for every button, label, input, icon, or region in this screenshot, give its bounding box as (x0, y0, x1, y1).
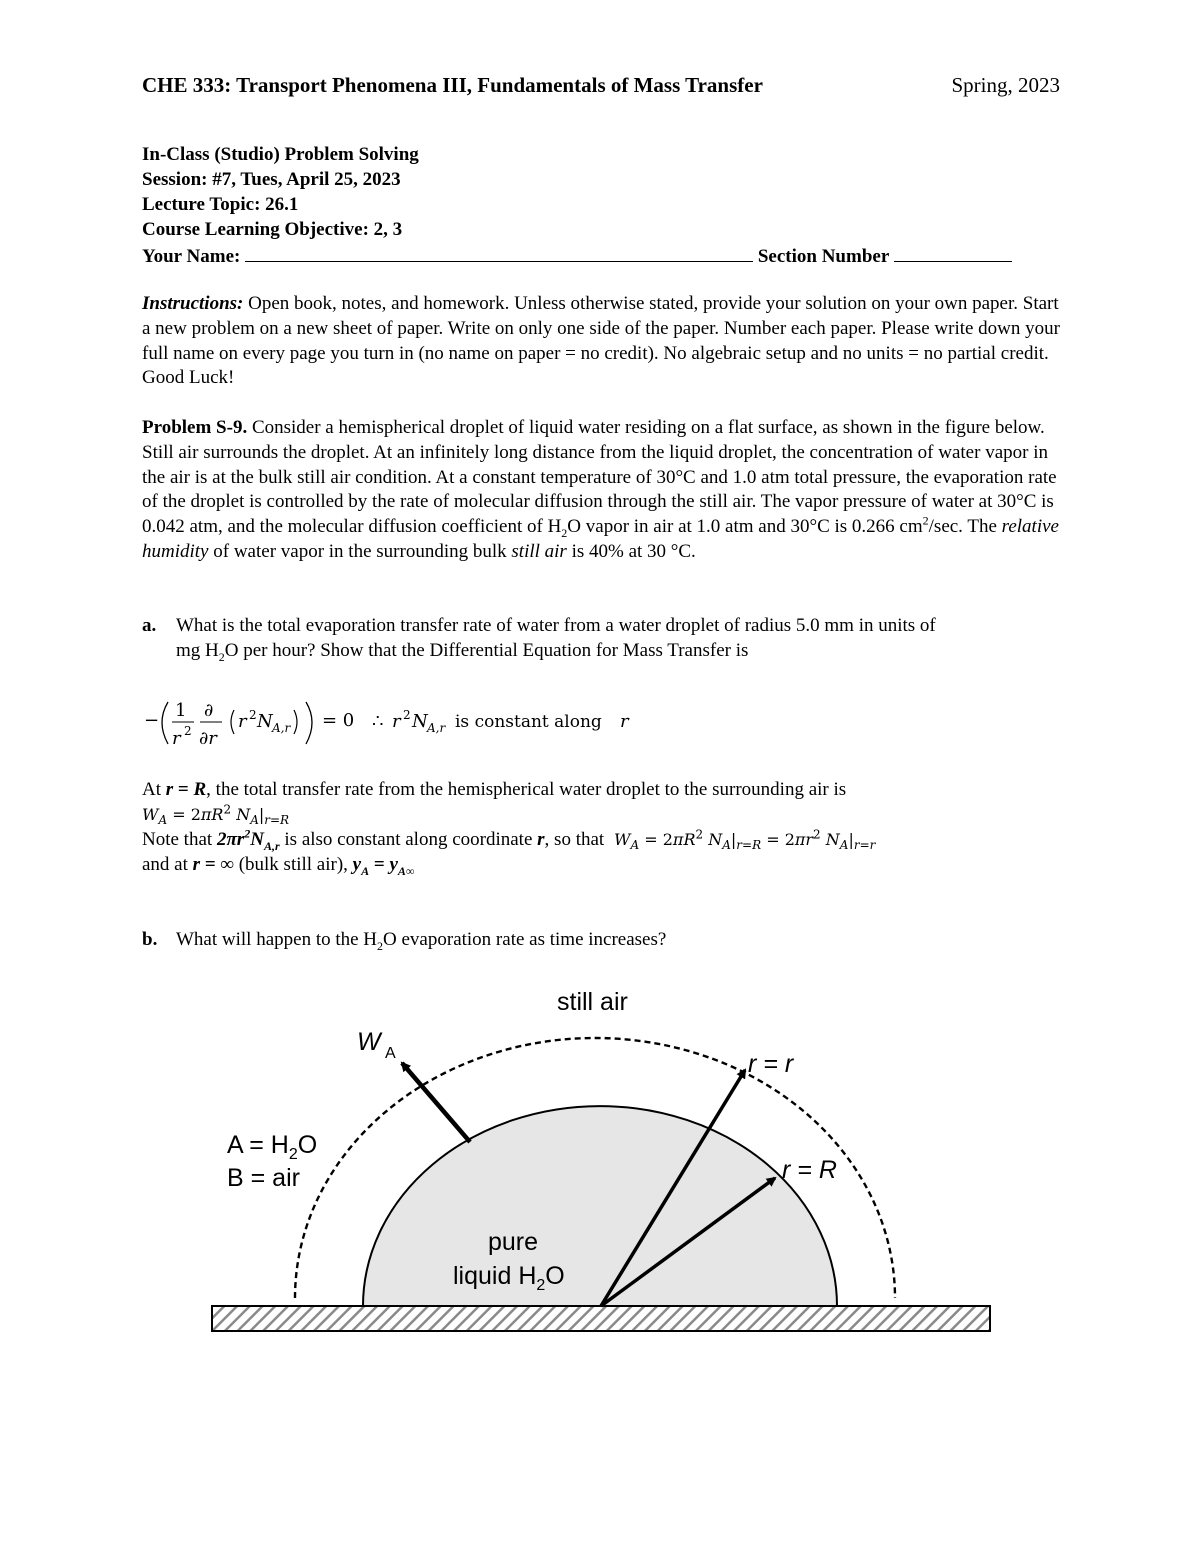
still-air-text: still air (511, 540, 567, 562)
note-b: is also constant along coordinate (279, 829, 538, 850)
bulk-line-a: and at (142, 854, 193, 875)
bulk-line-b: (bulk still air), (233, 854, 353, 875)
svg-text:A,r: A,r (272, 721, 291, 735)
svg-text:r: r (172, 728, 181, 749)
svg-text:2: 2 (249, 708, 257, 722)
question-a-line-2b: O per hour? Show that the Differential Equation for Mass Transfer is (224, 639, 749, 661)
question-b: b. What will happen to the $H_2O$ evaporation rate as time increases? (142, 929, 667, 953)
problem-text-3: /sec. The (928, 516, 1002, 538)
meta-topic: Lecture Topic: 26.1 (142, 194, 299, 215)
bulk-line: and at r = ∞ (bulk still air), $y_A = y_{A\infty}$ (142, 854, 415, 878)
svg-text:∂: ∂ (204, 700, 214, 721)
question-a: a. What is the total evaporation transfer rate of water from a water droplet of radius 5.0 mm in units of mg $H_2O$ per hour? Show that the Differential Equation for Mass Transfer is (142, 615, 936, 664)
svg-text:r: r (620, 711, 629, 732)
page-header (142, 73, 1060, 98)
question-b-text-b: O evaporation rate as time increases? (383, 929, 667, 950)
problem-text-4: of water vapor in the surrounding bulk (208, 540, 512, 562)
wa-sub: A (385, 1045, 396, 1062)
course-title: CHE 333: Transport Phenomena III, Fundamentals of Mass Transfer (142, 73, 763, 97)
svg-text:−: − (144, 710, 160, 731)
relative-humidity: relative humidity (142, 516, 1059, 562)
meta-session: Session: #7, Tues, April 25, 2023 (142, 169, 401, 190)
svg-text:N: N (257, 711, 273, 732)
question-b-label: b. (142, 929, 158, 950)
r-R-label: r = R (782, 1156, 837, 1184)
problem-text-2: O vapor in air at 1.0 atm and 30°C is 0.266 cm (567, 516, 923, 538)
svg-text:A,r: A,r (427, 721, 446, 735)
svg-text:∂r: ∂r (199, 728, 217, 749)
differential-equation-svg (142, 692, 702, 752)
droplet-diagram (205, 980, 1005, 1358)
droplet-diagram-svg (205, 980, 1005, 1350)
name-blank[interactable] (245, 243, 753, 262)
problem-label: Problem S-9. (142, 417, 248, 438)
wa-equation: $W_A = 2\pi R^2$ $N_A|_{r=R}$ (142, 802, 290, 828)
liquid-label: liquid $H_2O$ (453, 1262, 565, 1294)
b-label: B = air (227, 1164, 300, 1192)
boundary-conditions (142, 778, 1060, 878)
meta-line-1: In-Class (Studio) Problem Solving (142, 144, 419, 165)
r-r-label: r = r (748, 1050, 794, 1078)
section-label: Section Number (757, 246, 889, 267)
boundary-line-1b: , the total transfer rate from the hemispherical water droplet to the surrounding air is (206, 779, 847, 800)
pure-label: pure (488, 1228, 539, 1256)
instructions-label: Instructions: (142, 293, 244, 314)
wa-arrow (402, 1063, 470, 1142)
svg-text:r: r (392, 711, 401, 732)
term: Spring, 2023 (951, 73, 1060, 97)
svg-text:2: 2 (403, 708, 411, 722)
at-r-equals-R-line: At r = R, the total transfer rate from the hemispherical water droplet to the surrounding air is (142, 779, 847, 800)
differential-equation (142, 692, 702, 752)
section-blank[interactable] (894, 243, 1012, 262)
boundary-line-1a: At (142, 779, 166, 800)
water-droplet (363, 1106, 837, 1306)
meta-objective: Course Learning Objective: 2, 3 (142, 219, 403, 240)
constant-along-text: is constant along (455, 712, 602, 732)
name-label: Your Name: (142, 246, 241, 267)
session-info (142, 143, 1012, 268)
wa-label: W (357, 1028, 381, 1056)
question-a-line-1: What is the total evaporation transfer rate of water from a water droplet of radius 5.0 mm in units of (176, 615, 936, 636)
svg-text:r: r (238, 711, 247, 732)
svg-text:1: 1 (175, 700, 187, 721)
therefore-symbol: ∴ (372, 711, 384, 732)
problem-text-5: is 40% at 30 °C. (566, 540, 696, 562)
flat-surface (212, 1306, 990, 1331)
name-row (142, 243, 1012, 268)
problem-text-1: Consider a hemispherical droplet of liquid water residing on a flat surface, as shown in the figure below. Still air surrounds the droplet. At an infinitely long distance from the liquid droplet, the concentration of water vapor in the air is at the bulk still air condition. At a constant temperature of 30°C and 1.0 atm total pressure, the evaporation rate of the droplet is controlled by the rate of molecular diffusion through the still air. The vapor pressure of water at 30°C is 0.042 atm, and the molecular diffusion coefficient of H (142, 417, 1057, 538)
note-c: so that (549, 829, 605, 850)
instructions-text: Open book, notes, and homework. Unless otherwise stated, provide your solution on your own paper. Start a new problem on a new sheet of paper. Write on only one side of the paper. Number each paper. Please write down your full name on every page you turn in (no name on paper = no credit). No algebraic setup and no units = no partial credit. Good Luck! (142, 293, 1060, 389)
problem-statement: Problem S-9. Consider a hemispherical droplet of liquid water residing on a flat surface, as shown in the figure below. Still air surrounds the droplet. At an infinitely long distance from the liquid droplet, the concentration of water vapor in the air is at the bulk still air condition. At a constant temperature of 30°C and 1.0 atm total pressure, the evaporation rate of the droplet is controlled by the rate of molecular diffusion through the still air. The vapor pressure of water at 30°C is 0.042 atm, and the molecular diffusion coefficient of $H_2O$ vapor in air at 1.0 atm and 30°C is 0.266 $cm^2/\sec$. The relative humidity of water vapor in the surrounding bulk still air is 40% at 30 °C. (142, 417, 1059, 562)
question-a-line-2a: mg H (176, 639, 219, 661)
svg-text:2: 2 (184, 724, 192, 738)
still-air-label: still air (557, 988, 628, 1016)
question-a-label: a. (142, 615, 157, 636)
instructions (142, 292, 1060, 391)
note-a: Note that (142, 829, 217, 850)
note-line: Note that $2\pi r^2N_{A,r}$ is also constant along coordinate r, so that $W_A = 2\pi R^2$ $N_A|_{r=R} = 2\pi r^2$ $N_A|_{r=r}$ (142, 826, 876, 853)
eq-equals-zero: = 0 (322, 710, 355, 731)
svg-text:N: N (412, 711, 428, 732)
a-label: $A = H_2O$ (227, 1131, 318, 1163)
question-b-text-a: What will happen to the H (176, 929, 378, 950)
